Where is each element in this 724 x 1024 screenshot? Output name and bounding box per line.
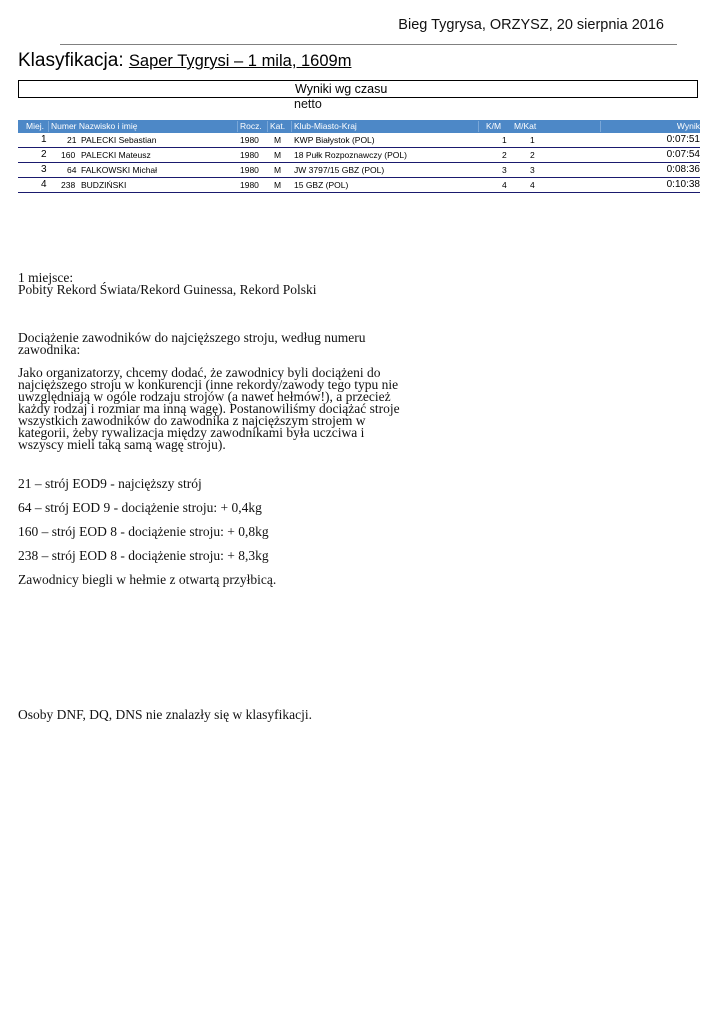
th-km: K/M (486, 121, 502, 131)
suit-item-21: 21 – strój EOD9 - najcięższy strój (18, 476, 202, 491)
cell-place: 2 (41, 149, 47, 160)
cell-club: JW 3797/15 GBZ (POL) (294, 165, 385, 175)
cell-name: BUDZIŃSKI (81, 180, 127, 190)
suit-item-160: 160 – strój EOD 8 - dociążenie stroju: + 0,8kg (18, 524, 269, 539)
title-prefix: Klasyfikacja: (18, 50, 124, 71)
cell-mkat: 3 (530, 165, 535, 175)
th-separator (267, 121, 268, 132)
race-name: Saper Tygrysi – 1 mila, 1609m (128, 52, 352, 70)
cell-number: 160 (61, 150, 76, 160)
th-separator (291, 121, 292, 132)
table-row (18, 148, 700, 163)
th-separator (237, 121, 238, 132)
cell-place: 3 (41, 164, 47, 175)
table-row (18, 163, 700, 178)
weight-paragraph: Jako organizatorzy, chcemy dodać, że zawodnicy byli dociążeni do najcięższego stroju w konkurencji (inne rekordy/zawody tego typu nie uwzględniają w ogóle rodzaju strojów (a nawet hełmów!), a przecież każdy rodzaj i rozmiar ma inną wagę). Postanowiliśmy dociążać stroje wszystkich zawodników do zawodnika z najcięższym strojem w kategorii, żeby rywalizacja między zawodnikami była uczciwa i wszyscy mieli taką samą wagę stroju). (18, 365, 400, 452)
th-club: Klub-Miasto-Kraj (294, 121, 357, 131)
cell-category: M (274, 150, 282, 160)
cell-place: 4 (41, 179, 47, 190)
cell-club: 18 Pułk Rozpoznawczy (POL) (294, 150, 407, 160)
cell-km: 2 (502, 150, 507, 160)
th-separator (48, 121, 49, 132)
cell-name: PALECKI Sebastian (81, 135, 157, 145)
cell-km: 3 (502, 165, 507, 175)
suit-item-238: 238 – strój EOD 8 - dociążenie stroju: + 8,3kg (18, 548, 269, 563)
cell-mkat: 1 (530, 135, 535, 145)
weight-heading: Dociążenie zawodników do najcięższego stroju, według numeru zawodnika: (18, 330, 366, 357)
cell-name: FALKOWSKI Michał (81, 165, 158, 175)
cell-result: 0:08:36 (666, 164, 700, 175)
cell-name: PALECKI Mateusz (81, 150, 151, 160)
cell-mkat: 4 (530, 180, 535, 190)
th-number-name: Numer Nazwisko i imię (51, 121, 138, 131)
cell-place: 1 (41, 134, 47, 145)
cell-club: 15 GBZ (POL) (294, 180, 349, 190)
results-box-line1: Wyniki wg czasu (295, 82, 388, 96)
cell-number: 21 (67, 135, 77, 145)
cell-year: 1980 (240, 150, 259, 160)
cell-club: KWP Białystok (POL) (294, 135, 375, 145)
th-category: Kat. (270, 121, 286, 131)
th-result: Wynik (676, 121, 700, 131)
cell-number: 64 (67, 165, 77, 175)
dnf-note: Osoby DNF, DQ, DNS nie znalazły się w klasyfikacji. (18, 707, 312, 722)
th-separator (478, 121, 479, 132)
cell-year: 1980 (240, 180, 259, 190)
table-row (18, 133, 700, 148)
cell-km: 4 (502, 180, 507, 190)
cell-result: 0:10:38 (666, 179, 700, 190)
th-place: Miej. (26, 121, 44, 131)
cell-mkat: 2 (530, 150, 535, 160)
table-header (18, 120, 700, 133)
cell-result: 0:07:51 (666, 134, 700, 145)
suit-item-64: 64 – strój EOD 9 - dociążenie stroju: + 0,4kg (18, 500, 262, 515)
page-title (18, 50, 351, 72)
cell-km: 1 (502, 135, 507, 145)
cell-category: M (274, 135, 282, 145)
cell-year: 1980 (240, 135, 259, 145)
cell-category: M (274, 180, 282, 190)
header-rule (60, 44, 677, 45)
event-header: Bieg Tygrysa, ORZYSZ, 20 sierpnia 2016 (398, 17, 664, 33)
results-box-line2: netto (294, 97, 322, 111)
table-row (18, 178, 700, 193)
th-year: Rocz. (240, 121, 262, 131)
first-place-text: Pobity Rekord Świata/Rekord Guinessa, Rekord Polski (18, 282, 317, 297)
helmet-note: Zawodnicy biegli w hełmie z otwartą przyłbicą. (18, 572, 277, 587)
cell-category: M (274, 165, 282, 175)
cell-number: 238 (61, 180, 76, 190)
th-separator (600, 121, 601, 132)
cell-year: 1980 (240, 165, 259, 175)
cell-result: 0:07:54 (666, 149, 700, 160)
results-box (18, 80, 698, 98)
th-mkat: M/Kat (514, 121, 537, 131)
first-place-label: 1 miejsce: (18, 270, 74, 285)
